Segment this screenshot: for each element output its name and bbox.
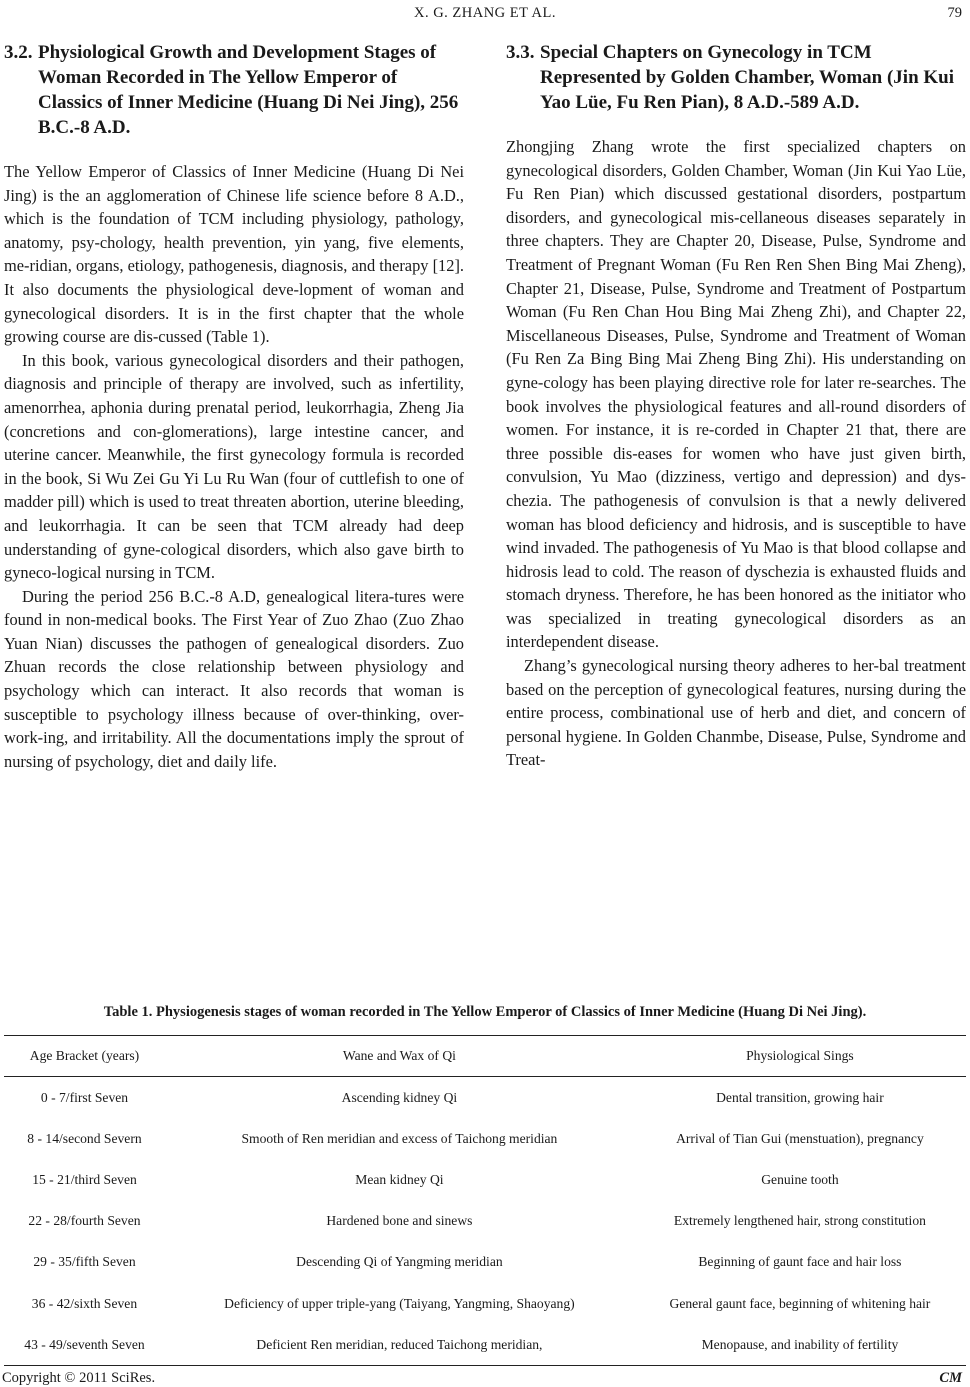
cell-sign: Menopause, and inability of fertility <box>634 1324 966 1366</box>
header-age-bracket: Age Bracket (years) <box>4 1036 165 1077</box>
section-heading-3-2 <box>4 40 464 140</box>
page-number: 79 <box>947 5 962 21</box>
header-wane-wax-qi: Wane and Wax of Qi <box>165 1036 634 1077</box>
section-number: 3.3. <box>506 42 535 63</box>
page-footer <box>0 1356 970 1386</box>
journal-abbreviation: CM <box>939 1370 962 1386</box>
paragraph: In this book, various gynecological disorders and their pathogen, diagnosis and principle of therapy are involved, such as infertility, amenorrhea, aphonia during prenatal period, leukorrhagia, Zheng Jia (concretions and con-glomerations), large intestine cancer, and uterine cancer. Meanwhile, the first gynecology formula is recorded in the book, Si Wu Zei Gu Yi Lu Ru Wan (four of cuttlefish to one of madder pill) which is used to treat threaten abortion, uterine bleeding, and leukorrhagia. It can be seen that TCM already had deep understanding of gyne-cological disorders, which also gave birth to gyneco-logical nursing in TCM. <box>4 350 464 583</box>
cell-qi: Ascending kidney Qi <box>341 1089 458 1105</box>
copyright-notice: Copyright © 2011 SciRes. <box>2 1370 156 1386</box>
paragraph: The Yellow Emperor of Classics of Inner Medicine (Huang Di Nei Jing) is the an agglomeration of Chinese life science before 8 A.D., which is the foundation of TCM including physiology, pathology, anatomy, psy-chology, health prevention, yin yang, five elements, me-ridian, organs, etiology, pathogenesis, diagnosis, and therapy [12]. It also documents the physiological deve-lopment of woman and gynecological disorders. It is in the first chapter that the whole growing course are dis-cussed (Table 1). <box>4 162 464 347</box>
cell-sign: Extremely lengthened hair, strong constitution <box>673 1213 926 1229</box>
cell-qi: Descending Qi of Yangming meridian <box>296 1254 503 1270</box>
cell-qi: Deficiency of upper triple-yang (Taiyang, Yangming, Shaoyang) <box>224 1295 575 1311</box>
section-heading-3-3 <box>506 40 966 115</box>
paragraph: Zhongjing Zhang wrote the first specialized chapters on gynecological disorders, Golden Chamber, Woman (Jin Kui Yao Lüe, Fu Ren Pian) which discussed gestational disorders, postpartum disorders, and gynecological mis-cellaneous diseases separately in three chapters. They are Chapter 20, Disease, Pulse, Syndrome and Treatment of Pregnant Woman (Fu Ren Ren Shen Bing Mai Zheng), Chapter 21, Disease, Pulse, Syndrome and Treatment of Postpartum Woman (Fu Ren Chan Hou Bing Mai Zheng Zhi), and Chapter 22, Miscellaneous Diseases, Pulse, Syndrome and Treatment of Woman (Fu Ren Za Bing Bing Mai Zheng Bing Zhi). His understanding on gyne-cology has been playing directive role for later re-searches. The book involves the physiological features and all-round disorders of women. For instance, it is re-corded in Chapter 21 that, there are three possible dis-eases for women who have just given birth, convulsion, Yu Mao (dizziness, vertigo and depression) and dys-chezia. The pathogenesis of convulsion is that a newly delivered woman has blood deficiency and hidrosis, and is susceptible to have wind invaded. The pathogenesis of Yu Mao is that blood collapse and hidrosis lead to cold. The reason of dyschezia is exhausted fluids and stomach dryness. Therefore, he has been honored as the initiator who was specialized in treating gynecological disorders as an interdependent disease. <box>506 137 966 652</box>
cell-age: 22 - 28/fourth Seven <box>28 1213 141 1229</box>
section-title: Special Chapters on Gynecology in TCM Represented by Golden Chamber, Woman (Jin Kui Yao Lüe, Fu Ren Pian), 8 A.D.-589 A.D. <box>540 42 955 113</box>
cell-age: 0 - 7/first Seven <box>40 1089 129 1105</box>
cell-sign: Genuine tooth <box>761 1171 839 1187</box>
table-1 <box>0 996 970 1366</box>
left-column <box>4 40 464 773</box>
cell-qi: Hardened bone and sinews <box>326 1213 473 1229</box>
table-header-row <box>4 1036 966 1077</box>
running-head <box>0 0 970 28</box>
cell-age: 43 - 49/seventh Seven <box>4 1324 165 1366</box>
cell-sign: Beginning of gaunt face and hair loss <box>698 1254 902 1270</box>
table-row <box>4 1242 966 1283</box>
cell-sign: General gaunt face, beginning of whitening hair <box>669 1295 931 1311</box>
cell-qi: Deficient Ren meridian, reduced Taichong meridian, <box>165 1324 634 1366</box>
header-physiological-signs: Physiological Sings <box>634 1036 966 1077</box>
cell-age: 36 - 42/sixth Seven <box>31 1295 138 1311</box>
table-row <box>4 1201 966 1242</box>
cell-qi: Mean kidney Qi <box>355 1171 444 1187</box>
cell-sign: Arrival of Tian Gui (menstuation), pregnancy <box>676 1130 924 1146</box>
running-head-title: X. G. ZHANG ET AL. <box>413 5 557 21</box>
cell-age: 8 - 14/second Severn <box>27 1130 142 1146</box>
physiogenesis-table <box>4 1035 966 1366</box>
section-title: Physiological Growth and Development Stages of Woman Recorded in The Yellow Emperor of Classics of Inner Medicine (Huang Di Nei Jing), 256 B.C.-8 A.D. <box>38 42 459 138</box>
table-row <box>4 1118 966 1159</box>
table-row <box>4 1283 966 1324</box>
table-caption: Table 1. Physiogenesis stages of woman recorded in The Yellow Emperor of Classics of Inner Medicine (Huang Di Nei Jing). <box>103 1004 867 1020</box>
cell-age: 15 - 21/third Seven <box>32 1171 137 1187</box>
cell-sign: Dental transition, growing hair <box>716 1089 884 1105</box>
paragraph: During the period 256 B.C.-8 A.D, genealogical litera-tures were found in non-medical books. The First Year of Zuo Zhao (Zuo Zhao Yuan Nian) discusses the pathogen of genealogical disorders. Zuo Zhuan records the close relationship between physiology and psychology which can interact. It also records that woman is susceptible to psychology illness because of over-thinking, over-work-ing, and irritability. All the documentations imply the sprout of nursing of psychology, diet and daily life. <box>4 586 464 771</box>
table-row <box>4 1077 966 1119</box>
right-column <box>506 40 966 772</box>
cell-age: 29 - 35/fifth Seven <box>33 1254 136 1270</box>
cell-qi: Smooth of Ren meridian and excess of Taichong meridian <box>241 1130 558 1146</box>
section-number: 3.2. <box>4 42 33 63</box>
table-row <box>4 1159 966 1200</box>
paragraph: Zhang’s gynecological nursing theory adheres to her-bal treatment based on the perception of gynecological features, nursing during the entire process, combinational use of herb and diet, and concern of personal hygiene. In Golden Chanmbe, Disease, Pulse, Syndrome and Treat- <box>506 656 966 770</box>
